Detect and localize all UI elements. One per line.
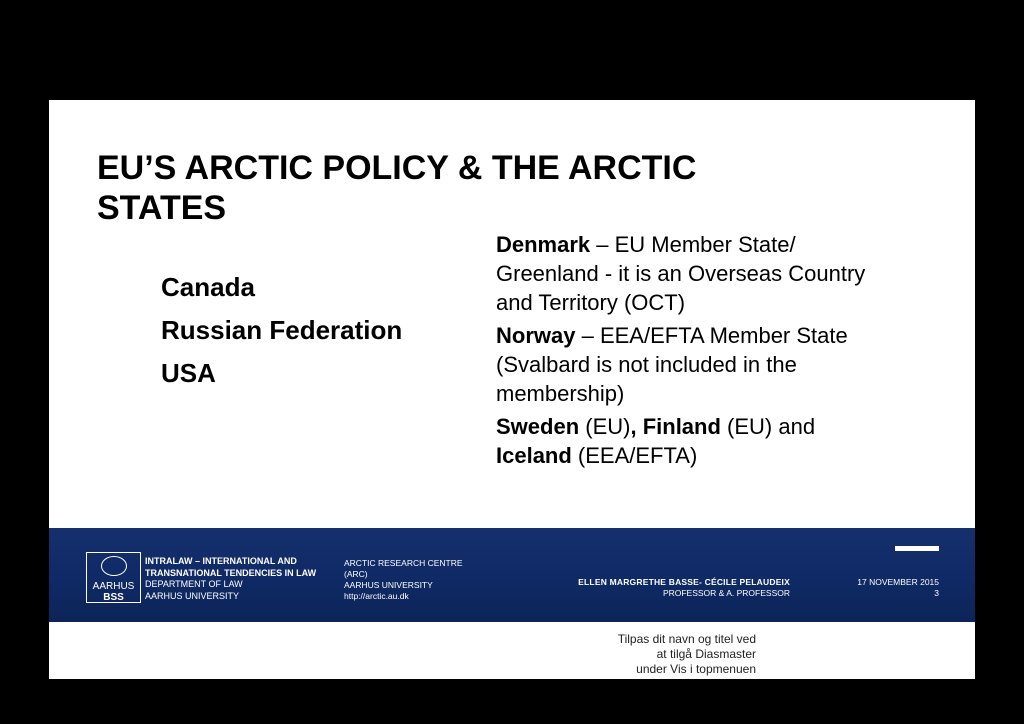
slide (49, 100, 975, 679)
master-slide-note: Tilpas dit navn og titel ved at tilgå Diasmaster under Vis i topmenuen (617, 632, 756, 676)
nordic-paragraph: Sweden (EU), Finland (EU) and Iceland (EEA/EFTA) (496, 414, 816, 468)
authors-block (578, 577, 790, 599)
slide-date: 17 NOVEMBER 2015 (857, 577, 939, 587)
date-page-block (857, 577, 939, 599)
logo-text-bss: BSS (103, 592, 124, 603)
list-item-russia: Russian Federation (161, 315, 403, 345)
eu-eea-states (496, 230, 956, 474)
author-roles: PROFESSOR & A. PROFESSOR (662, 588, 790, 598)
denmark-paragraph: Denmark – EU Member State/ Greenland - it is an Overseas Country and Territory (OCT) (496, 232, 866, 315)
footer-accent-bar (895, 546, 939, 551)
slide-title (97, 148, 897, 228)
list-item-canada: Canada (161, 272, 255, 302)
university-seal-icon (101, 556, 127, 576)
page-number: 3 (934, 588, 939, 598)
author-names: ELLEN MARGRETHE BASSE- CÉCILE PELAUDEIX (578, 577, 790, 587)
list-item-usa: USA (161, 358, 216, 388)
slide-title-line1: EU’S ARCTIC POLICY & THE ARCTIC (97, 149, 697, 187)
arc-url: http://arctic.au.dk (344, 591, 409, 601)
non-eu-states-list (161, 266, 402, 395)
aarhus-bss-logo (86, 552, 141, 603)
norway-paragraph: Norway – EEA/EFTA Member State (Svalbard is not included in the membership) (496, 323, 848, 406)
institution-block: INTRALAW – INTERNATIONAL AND TRANSNATIONAL TENDENCIES IN LAW DEPARTMENT OF LAW AARHUS UNIVERSITY (145, 556, 317, 601)
arctic-research-centre-block: ARCTIC RESEARCH CENTRE (ARC) AARHUS UNIVERSITY http://arctic.au.dk (344, 558, 463, 601)
slide-title-line2: STATES (97, 189, 227, 227)
logo-text-aarhus: AARHUS (92, 581, 135, 592)
slide-footer (49, 528, 975, 622)
